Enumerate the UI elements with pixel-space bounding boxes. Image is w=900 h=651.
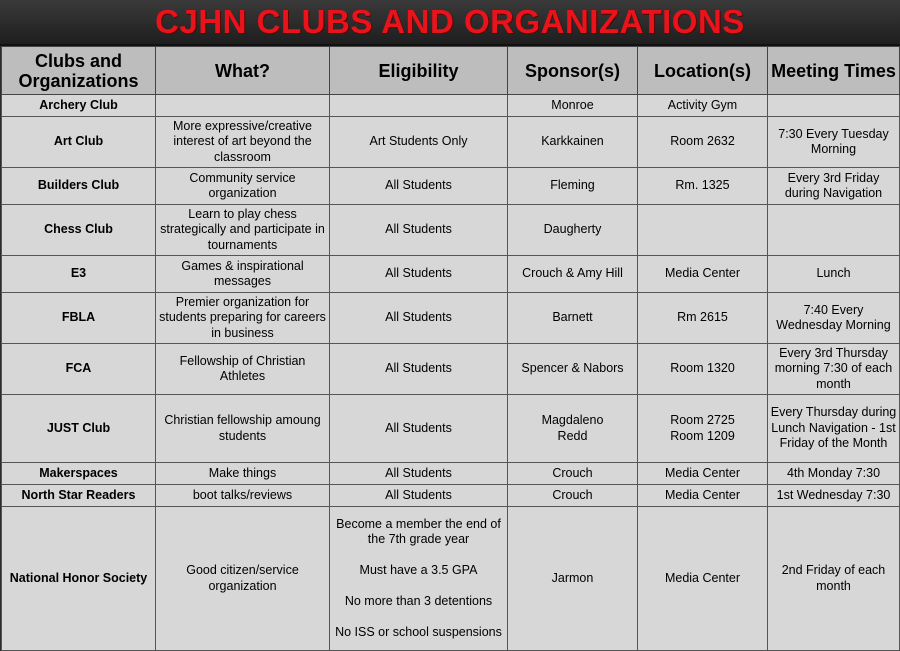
table-row bbox=[2, 256, 900, 293]
club-eligibility: All Students bbox=[330, 485, 508, 507]
club-sponsor: Barnett bbox=[508, 293, 638, 344]
table-row bbox=[2, 95, 900, 117]
club-what: Premier organization for students preparing for careers in business bbox=[156, 293, 330, 344]
club-location: Room 2725 Room 1209 bbox=[638, 395, 768, 463]
club-name: National Honor Society bbox=[2, 507, 156, 651]
club-meeting: 2nd Friday of each month bbox=[768, 507, 900, 651]
club-location bbox=[638, 205, 768, 256]
club-eligibility: All Students bbox=[330, 205, 508, 256]
club-sponsor: Daugherty bbox=[508, 205, 638, 256]
club-what: More expressive/creative interest of art beyond the classroom bbox=[156, 117, 330, 168]
title-banner bbox=[0, 0, 900, 46]
club-name: JUST Club bbox=[2, 395, 156, 463]
club-eligibility: All Students bbox=[330, 395, 508, 463]
column-header-sponsors: Sponsor(s) bbox=[508, 47, 638, 95]
club-meeting: Every 3rd Friday during Navigation bbox=[768, 168, 900, 205]
club-meeting: 7:40 Every Wednesday Morning bbox=[768, 293, 900, 344]
table-row bbox=[2, 463, 900, 485]
club-sponsor: Crouch bbox=[508, 463, 638, 485]
club-sponsor: Monroe bbox=[508, 95, 638, 117]
table-row bbox=[2, 293, 900, 344]
club-what: Learn to play chess strategically and participate in tournaments bbox=[156, 205, 330, 256]
club-sponsor: Magdaleno Redd bbox=[508, 395, 638, 463]
clubs-table bbox=[1, 46, 900, 651]
column-header-eligibility: Eligibility bbox=[330, 47, 508, 95]
club-location: Room 1320 bbox=[638, 344, 768, 395]
column-header-locations: Location(s) bbox=[638, 47, 768, 95]
club-what bbox=[156, 95, 330, 117]
club-meeting: Every Thursday during Lunch Navigation - 1st Friday of the Month bbox=[768, 395, 900, 463]
club-sponsor: Fleming bbox=[508, 168, 638, 205]
club-what: Good citizen/service organization bbox=[156, 507, 330, 651]
club-eligibility: Art Students Only bbox=[330, 117, 508, 168]
header-row bbox=[2, 47, 900, 95]
table-row bbox=[2, 205, 900, 256]
club-eligibility: Become a member the end of the 7th grade year Must have a 3.5 GPA No more than 3 detentions No ISS or school suspensions bbox=[330, 507, 508, 651]
club-meeting: 7:30 Every Tuesday Morning bbox=[768, 117, 900, 168]
table-row bbox=[2, 485, 900, 507]
club-location: Activity Gym bbox=[638, 95, 768, 117]
club-meeting bbox=[768, 205, 900, 256]
club-what: Fellowship of Christian Athletes bbox=[156, 344, 330, 395]
club-what: Make things bbox=[156, 463, 330, 485]
club-eligibility: All Students bbox=[330, 344, 508, 395]
club-name: Builders Club bbox=[2, 168, 156, 205]
club-location: Media Center bbox=[638, 256, 768, 293]
table-row bbox=[2, 507, 900, 651]
club-location: Media Center bbox=[638, 507, 768, 651]
club-sponsor: Crouch & Amy Hill bbox=[508, 256, 638, 293]
club-sponsor: Crouch bbox=[508, 485, 638, 507]
club-name: Makerspaces bbox=[2, 463, 156, 485]
club-what: Community service organization bbox=[156, 168, 330, 205]
club-name: Chess Club bbox=[2, 205, 156, 256]
club-sponsor: Spencer & Nabors bbox=[508, 344, 638, 395]
table-row bbox=[2, 168, 900, 205]
club-what: boot talks/reviews bbox=[156, 485, 330, 507]
club-name: FCA bbox=[2, 344, 156, 395]
club-meeting: Every 3rd Thursday morning 7:30 of each month bbox=[768, 344, 900, 395]
column-header-meeting-times: Meeting Times bbox=[768, 47, 900, 95]
club-eligibility: All Students bbox=[330, 293, 508, 344]
club-meeting: 1st Wednesday 7:30 bbox=[768, 485, 900, 507]
club-location: Media Center bbox=[638, 485, 768, 507]
club-meeting bbox=[768, 95, 900, 117]
club-eligibility: All Students bbox=[330, 463, 508, 485]
club-name: FBLA bbox=[2, 293, 156, 344]
club-eligibility: All Students bbox=[330, 168, 508, 205]
club-location: Rm 2615 bbox=[638, 293, 768, 344]
club-what: Christian fellowship amoung students bbox=[156, 395, 330, 463]
club-sponsor: Jarmon bbox=[508, 507, 638, 651]
table-row bbox=[2, 344, 900, 395]
club-location: Room 2632 bbox=[638, 117, 768, 168]
page-title: CJHN CLUBS AND ORGANIZATIONS bbox=[155, 3, 745, 40]
club-sponsor: Karkkainen bbox=[508, 117, 638, 168]
club-name: E3 bbox=[2, 256, 156, 293]
club-meeting: 4th Monday 7:30 bbox=[768, 463, 900, 485]
table-row bbox=[2, 395, 900, 463]
column-header-what: What? bbox=[156, 47, 330, 95]
club-location: Rm. 1325 bbox=[638, 168, 768, 205]
club-name: Archery Club bbox=[2, 95, 156, 117]
column-header-clubs: Clubs and Organizations bbox=[2, 47, 156, 95]
club-what: Games & inspirational messages bbox=[156, 256, 330, 293]
table-row bbox=[2, 117, 900, 168]
club-location: Media Center bbox=[638, 463, 768, 485]
club-eligibility: All Students bbox=[330, 256, 508, 293]
club-meeting: Lunch bbox=[768, 256, 900, 293]
club-name: Art Club bbox=[2, 117, 156, 168]
club-name: North Star Readers bbox=[2, 485, 156, 507]
club-eligibility bbox=[330, 95, 508, 117]
